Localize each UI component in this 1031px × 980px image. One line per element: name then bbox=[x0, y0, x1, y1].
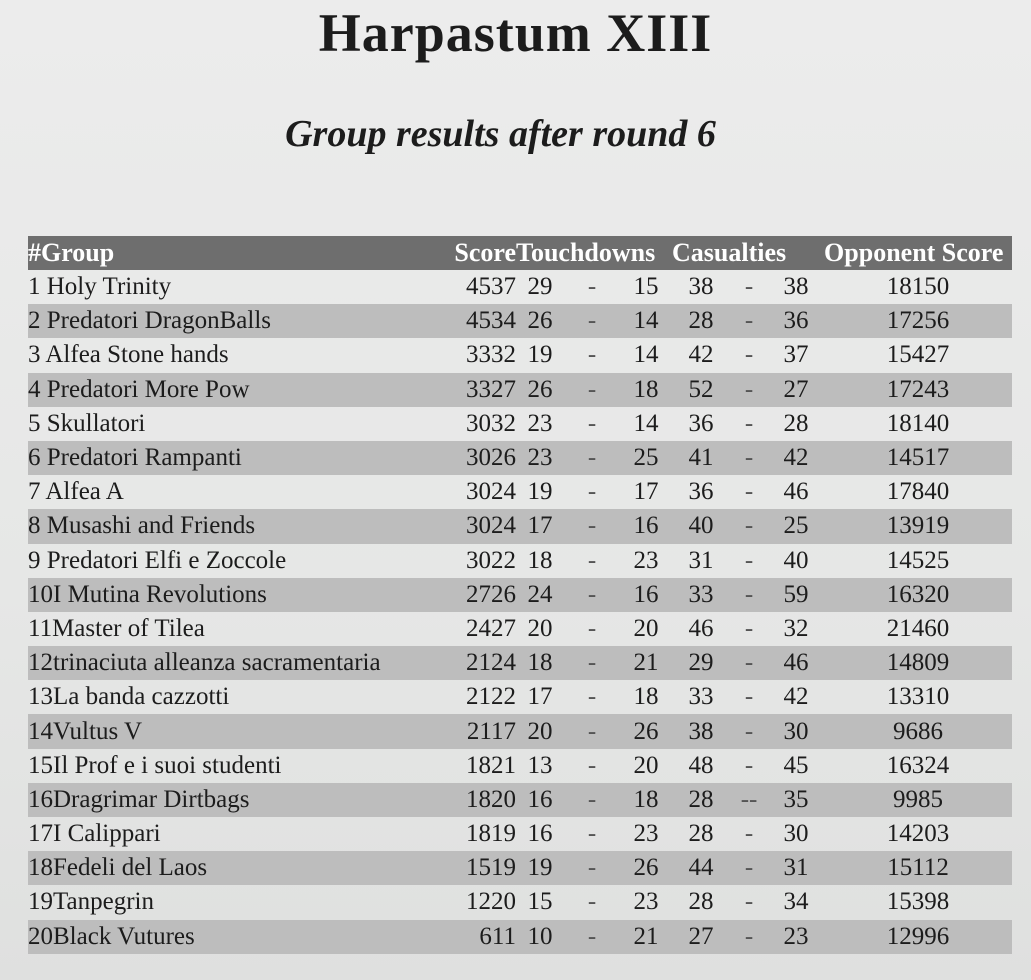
team-name: 4 Predatori More Pow bbox=[28, 373, 452, 407]
touchdowns-for: 29 bbox=[527, 273, 553, 301]
page-title: Harpastum XIII bbox=[318, 3, 713, 63]
touchdowns-against: 16 bbox=[620, 509, 672, 543]
table-row bbox=[28, 441, 1012, 475]
touchdowns-separator: - bbox=[587, 614, 597, 642]
opponent-score-value: 21460 bbox=[886, 614, 950, 642]
touchdowns-against: 18 bbox=[633, 683, 659, 711]
header-casualties: Casualties bbox=[672, 236, 824, 270]
casualties-for: 41 bbox=[672, 441, 730, 475]
opponent-score-value: 12996 bbox=[824, 920, 1012, 954]
casualties-against: 42 bbox=[783, 683, 809, 711]
touchdowns-against: 14 bbox=[633, 409, 659, 437]
casualties-against: 25 bbox=[768, 509, 824, 543]
casualties-against: 45 bbox=[783, 751, 809, 779]
casualties-against: 46 bbox=[783, 478, 809, 506]
touchdowns-against: 20 bbox=[633, 614, 659, 642]
touchdowns-for: 20 bbox=[516, 714, 564, 748]
casualties-for: 28 bbox=[688, 888, 714, 916]
casualties-separator: - bbox=[730, 714, 768, 748]
casualties-separator: - bbox=[730, 646, 768, 680]
casualties-against: 36 bbox=[768, 304, 824, 338]
table-row bbox=[28, 373, 1012, 407]
score-value: 3022 bbox=[466, 546, 516, 574]
touchdowns-against: 26 bbox=[620, 714, 672, 748]
score-value: 4537 bbox=[466, 273, 516, 301]
casualties-for: 29 bbox=[672, 646, 730, 680]
casualties-separator: - bbox=[744, 478, 754, 506]
casualties-for: 31 bbox=[688, 546, 714, 574]
score-value: 1820 bbox=[452, 783, 516, 817]
opponent-score-value: 15112 bbox=[824, 851, 1012, 885]
touchdowns-for: 19 bbox=[527, 478, 553, 506]
score-value: 1819 bbox=[466, 820, 516, 848]
casualties-separator: - bbox=[730, 578, 768, 612]
casualties-separator: - bbox=[744, 683, 754, 711]
touchdowns-separator: - bbox=[587, 751, 597, 779]
opponent-score-value: 14525 bbox=[886, 546, 950, 574]
touchdowns-for: 17 bbox=[516, 509, 564, 543]
table-row bbox=[28, 920, 1012, 954]
touchdowns-for: 19 bbox=[516, 851, 564, 885]
team-name: 3 Alfea Stone hands bbox=[28, 341, 229, 369]
casualties-for: 33 bbox=[688, 683, 714, 711]
team-name: 19Tanpegrin bbox=[28, 888, 154, 916]
casualties-against: 32 bbox=[783, 614, 809, 642]
touchdowns-against: 18 bbox=[620, 783, 672, 817]
casualties-separator: - bbox=[730, 509, 768, 543]
touchdowns-for: 23 bbox=[527, 409, 553, 437]
table-row bbox=[28, 817, 1012, 851]
team-name: 13La banda cazzotti bbox=[28, 683, 230, 711]
touchdowns-for: 16 bbox=[527, 820, 553, 848]
team-name: 20Black Vutures bbox=[28, 920, 452, 954]
touchdowns-separator: - bbox=[564, 441, 620, 475]
casualties-separator: - bbox=[730, 304, 768, 338]
opponent-score-value: 9985 bbox=[824, 783, 1012, 817]
opponent-score-value: 16320 bbox=[824, 578, 1012, 612]
table-row bbox=[28, 612, 1012, 646]
touchdowns-against: 16 bbox=[620, 578, 672, 612]
casualties-for: 36 bbox=[688, 409, 714, 437]
score-value: 2124 bbox=[452, 646, 516, 680]
casualties-for: 40 bbox=[672, 509, 730, 543]
touchdowns-against: 23 bbox=[633, 546, 659, 574]
touchdowns-for: 17 bbox=[527, 683, 553, 711]
table-row bbox=[28, 578, 1012, 612]
touchdowns-separator: - bbox=[587, 273, 597, 301]
team-name: 5 Skullatori bbox=[28, 409, 146, 437]
touchdowns-against: 26 bbox=[620, 851, 672, 885]
table-row bbox=[28, 475, 1012, 509]
table-row bbox=[28, 304, 1012, 338]
opponent-score-value: 18140 bbox=[886, 409, 950, 437]
touchdowns-separator: - bbox=[564, 304, 620, 338]
touchdowns-separator: - bbox=[587, 478, 597, 506]
casualties-against: 30 bbox=[783, 820, 809, 848]
touchdowns-separator: - bbox=[564, 646, 620, 680]
touchdowns-against: 23 bbox=[633, 820, 659, 848]
touchdowns-for: 19 bbox=[527, 341, 553, 369]
team-name: 18Fedeli del Laos bbox=[28, 851, 452, 885]
casualties-separator: - bbox=[730, 920, 768, 954]
table-row bbox=[28, 680, 1012, 714]
casualties-against: 35 bbox=[768, 783, 824, 817]
casualties-separator: - bbox=[744, 409, 754, 437]
casualties-for: 28 bbox=[672, 304, 730, 338]
opponent-score-value: 17256 bbox=[824, 304, 1012, 338]
casualties-separator: - bbox=[744, 546, 754, 574]
casualties-for: 36 bbox=[688, 478, 714, 506]
casualties-against: 37 bbox=[783, 341, 809, 369]
touchdowns-against: 14 bbox=[620, 304, 672, 338]
table-row bbox=[28, 544, 1012, 578]
score-value: 3024 bbox=[452, 509, 516, 543]
opponent-score-value: 18150 bbox=[886, 273, 950, 301]
score-value: 1519 bbox=[452, 851, 516, 885]
opponent-score-value: 14203 bbox=[886, 820, 950, 848]
results-table bbox=[28, 236, 1012, 954]
casualties-separator: - bbox=[744, 614, 754, 642]
touchdowns-against: 18 bbox=[620, 373, 672, 407]
team-name: 12trinaciuta alleanza sacramentaria bbox=[28, 646, 452, 680]
touchdowns-against: 15 bbox=[633, 273, 659, 301]
score-value: 2427 bbox=[466, 614, 516, 642]
casualties-against: 42 bbox=[768, 441, 824, 475]
casualties-separator: - bbox=[730, 373, 768, 407]
header-group: #Group bbox=[28, 236, 452, 270]
opponent-score-value: 9686 bbox=[824, 714, 1012, 748]
table-row bbox=[28, 885, 1012, 919]
casualties-separator: - bbox=[744, 888, 754, 916]
team-name: 1 Holy Trinity bbox=[28, 273, 172, 301]
touchdowns-against: 21 bbox=[620, 920, 672, 954]
header-opponent-score: Opponent Score bbox=[824, 236, 1012, 270]
touchdowns-for: 26 bbox=[516, 373, 564, 407]
touchdowns-for: 20 bbox=[527, 614, 553, 642]
casualties-for: 28 bbox=[688, 820, 714, 848]
opponent-score-value: 17840 bbox=[886, 478, 950, 506]
table-body bbox=[28, 270, 1012, 954]
score-value: 2726 bbox=[452, 578, 516, 612]
header-score: Score bbox=[452, 236, 516, 270]
casualties-for: 46 bbox=[688, 614, 714, 642]
casualties-separator: - bbox=[744, 751, 754, 779]
opponent-score-value: 13919 bbox=[824, 509, 1012, 543]
team-name: 11Master of Tilea bbox=[28, 614, 205, 642]
casualties-against: 38 bbox=[783, 273, 809, 301]
team-name: 15Il Prof e i suoi studenti bbox=[28, 751, 282, 779]
opponent-score-value: 15398 bbox=[886, 888, 950, 916]
touchdowns-for: 15 bbox=[527, 888, 553, 916]
casualties-for: 38 bbox=[672, 714, 730, 748]
casualties-for: 42 bbox=[688, 341, 714, 369]
team-name: 8 Musashi and Friends bbox=[28, 509, 452, 543]
casualties-separator: - bbox=[730, 851, 768, 885]
score-value: 1821 bbox=[466, 751, 516, 779]
touchdowns-for: 26 bbox=[516, 304, 564, 338]
header-touchdowns: Touchdowns bbox=[516, 236, 672, 270]
casualties-against: 59 bbox=[768, 578, 824, 612]
touchdowns-separator: - bbox=[564, 920, 620, 954]
casualties-against: 23 bbox=[768, 920, 824, 954]
team-name: 10I Mutina Revolutions bbox=[28, 578, 452, 612]
score-value: 2122 bbox=[466, 683, 516, 711]
team-name: 7 Alfea A bbox=[28, 478, 124, 506]
casualties-separator: - bbox=[730, 441, 768, 475]
score-value: 3032 bbox=[466, 409, 516, 437]
touchdowns-separator: - bbox=[587, 341, 597, 369]
touchdowns-against: 25 bbox=[620, 441, 672, 475]
touchdowns-for: 16 bbox=[516, 783, 564, 817]
table-row bbox=[28, 851, 1012, 885]
score-value: 3332 bbox=[466, 341, 516, 369]
score-value: 4534 bbox=[452, 304, 516, 338]
touchdowns-for: 24 bbox=[516, 578, 564, 612]
casualties-for: 38 bbox=[688, 273, 714, 301]
opponent-score-value: 13310 bbox=[886, 683, 950, 711]
table-row bbox=[28, 646, 1012, 680]
touchdowns-against: 17 bbox=[633, 478, 659, 506]
casualties-separator: - bbox=[744, 820, 754, 848]
score-value: 3327 bbox=[452, 373, 516, 407]
casualties-for: 33 bbox=[672, 578, 730, 612]
opponent-score-value: 16324 bbox=[886, 751, 950, 779]
casualties-for: 52 bbox=[672, 373, 730, 407]
table-row bbox=[28, 338, 1012, 372]
table-row bbox=[28, 783, 1012, 817]
touchdowns-against: 23 bbox=[633, 888, 659, 916]
touchdowns-against: 14 bbox=[633, 341, 659, 369]
score-value: 3024 bbox=[466, 478, 516, 506]
opponent-score-value: 14517 bbox=[824, 441, 1012, 475]
touchdowns-for: 13 bbox=[527, 751, 553, 779]
team-name: 6 Predatori Rampanti bbox=[28, 441, 452, 475]
team-name: 14Vultus V bbox=[28, 714, 452, 748]
touchdowns-separator: - bbox=[564, 578, 620, 612]
casualties-for: 44 bbox=[672, 851, 730, 885]
touchdowns-separator: - bbox=[564, 373, 620, 407]
touchdowns-against: 21 bbox=[620, 646, 672, 680]
table-row bbox=[28, 714, 1012, 748]
touchdowns-for: 23 bbox=[516, 441, 564, 475]
table-row bbox=[28, 509, 1012, 543]
touchdowns-separator: - bbox=[587, 820, 597, 848]
touchdowns-separator: - bbox=[564, 851, 620, 885]
touchdowns-separator: - bbox=[564, 714, 620, 748]
score-value: 3026 bbox=[452, 441, 516, 475]
opponent-score-value: 15427 bbox=[886, 341, 950, 369]
table-row bbox=[28, 270, 1012, 304]
touchdowns-for: 18 bbox=[516, 646, 564, 680]
team-name: 9 Predatori Elfi e Zoccole bbox=[28, 546, 287, 574]
team-name: 16Dragrimar Dirtbags bbox=[28, 783, 452, 817]
table-row bbox=[28, 749, 1012, 783]
touchdowns-separator: - bbox=[587, 546, 597, 574]
table-row bbox=[28, 407, 1012, 441]
casualties-against: 30 bbox=[768, 714, 824, 748]
casualties-against: 31 bbox=[768, 851, 824, 885]
touchdowns-separator: - bbox=[564, 509, 620, 543]
score-value: 611 bbox=[452, 920, 516, 954]
page-subtitle: Group results after round 6 bbox=[285, 113, 716, 155]
casualties-separator: - bbox=[744, 341, 754, 369]
touchdowns-for: 10 bbox=[516, 920, 564, 954]
touchdowns-separator: - bbox=[587, 409, 597, 437]
casualties-against: 46 bbox=[768, 646, 824, 680]
casualties-for: 28 bbox=[672, 783, 730, 817]
score-value: 1220 bbox=[466, 888, 516, 916]
casualties-against: 40 bbox=[783, 546, 809, 574]
casualties-against: 34 bbox=[783, 888, 809, 916]
touchdowns-separator: - bbox=[587, 683, 597, 711]
casualties-for: 48 bbox=[688, 751, 714, 779]
touchdowns-separator: - bbox=[587, 888, 597, 916]
casualties-separator: -- bbox=[730, 783, 768, 817]
casualties-against: 28 bbox=[783, 409, 809, 437]
casualties-for: 27 bbox=[672, 920, 730, 954]
touchdowns-separator: - bbox=[564, 783, 620, 817]
touchdowns-for: 18 bbox=[527, 546, 553, 574]
opponent-score-value: 14809 bbox=[824, 646, 1012, 680]
casualties-separator: - bbox=[744, 273, 754, 301]
touchdowns-against: 20 bbox=[633, 751, 659, 779]
team-name: 17I Calippari bbox=[28, 820, 161, 848]
opponent-score-value: 17243 bbox=[824, 373, 1012, 407]
team-name: 2 Predatori DragonBalls bbox=[28, 304, 452, 338]
table-header-row bbox=[28, 236, 1012, 270]
score-value: 2117 bbox=[452, 714, 516, 748]
casualties-against: 27 bbox=[768, 373, 824, 407]
